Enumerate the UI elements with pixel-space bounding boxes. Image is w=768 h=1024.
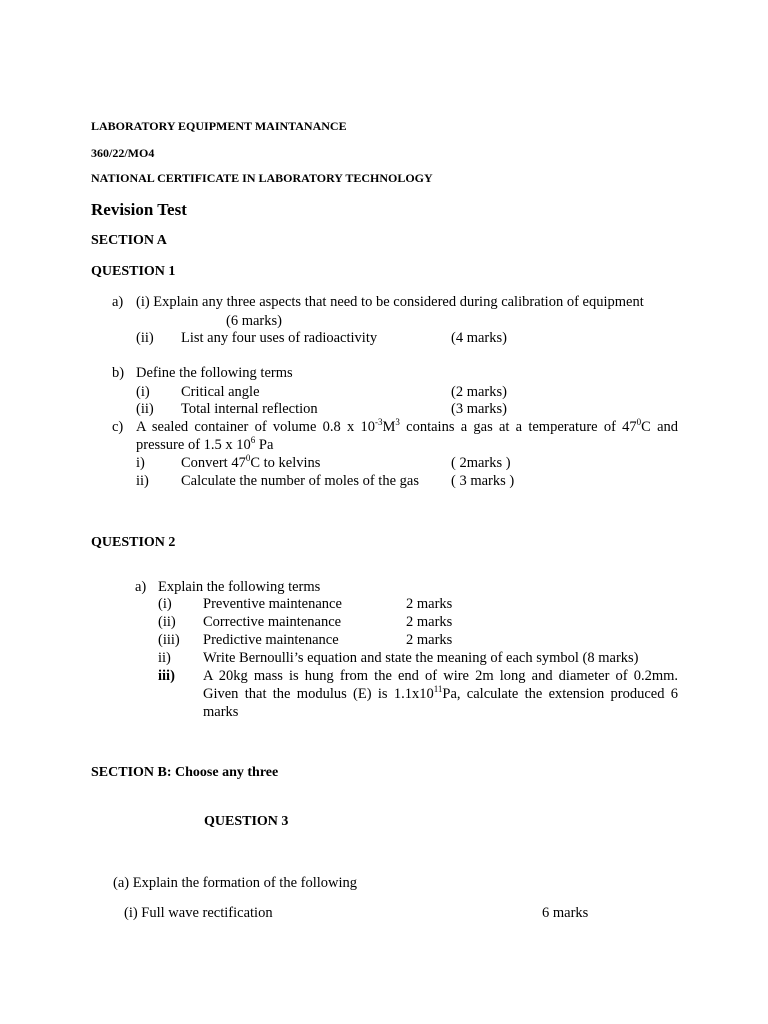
q1-a-ii-text: List any four uses of radioactivity [181,330,378,346]
section-b-heading: SECTION B: Choose any three [91,765,279,780]
q1-b-ii-marks: (3 marks) [451,401,507,417]
q1-b-ii-marker: (ii) [136,401,154,417]
q2-ii-marker: (ii) [158,614,176,630]
course-code: 360/22/MO4 [91,146,155,160]
q2-iii-marks: 2 marks [406,632,453,648]
q1-a-marker: a) [112,294,124,310]
q1-b-text: Define the following terms [136,365,293,381]
q2-b-text: Write Bernoulli’s equation and state the meaning of each symbol (8 marks) [203,650,639,666]
q1-c-i-marker: i) [136,455,145,471]
q2-iii-marker: (iii) [158,632,180,648]
course-name: LABORATORY EQUIPMENT MAINTANANCE [91,119,347,133]
q1-b-ii-text: Total internal reflection [181,401,318,417]
q1-a-ii-marks: (4 marks) [451,330,507,346]
question-1-heading: QUESTION 1 [91,264,176,279]
q3-a-text: (a) Explain the formation of the following [113,875,358,891]
q2-c-marker: iii) [158,668,175,684]
page-title: Revision Test [91,200,187,219]
q1-c-ii-marker: ii) [136,473,149,489]
q2-c-line1: A 20kg mass is hung from the end of wire 2m long and diameter of 0.2mm. [203,668,678,684]
q2-iii-text: Predictive maintenance [203,632,339,648]
q2-b-marker: ii) [158,650,171,666]
q1-c-line1: A sealed container of volume 0.8 x $10^{-3}M^3$ contains a gas at a temperature of $47^0C$ and [136,417,679,435]
question-3-heading: QUESTION 3 [204,814,289,829]
q2-i-marks: 2 marks [406,596,453,612]
q1-b-i-text: Critical angle [181,384,260,400]
q1-c-ii-text: Calculate the number of moles of the gas [181,473,419,489]
q1-c-line2: pressure of 1.5 x $10^6$ Pa [136,435,274,453]
q1-a-i-marks: (6 marks) [226,313,282,329]
q3-i-marks: 6 marks [542,905,589,921]
q2-ii-marks: 2 marks [406,614,453,630]
q2-a-text: Explain the following terms [158,579,321,595]
q3-i-text: (i) Full wave rectification [124,905,273,921]
q1-c-ii-marks: ( 3 marks ) [451,473,515,489]
q2-c-line2: Given that the modulus (E) is $1.1x10^{11}Pa$, calculate the extension produced 6 [203,684,678,702]
q1-c-i-marks: ( 2marks ) [451,455,511,471]
q2-ii-text: Corrective maintenance [203,614,342,630]
q1-a-ii-marker: (ii) [136,330,154,346]
question-2-heading: QUESTION 2 [91,535,176,550]
program-name: NATIONAL CERTIFICATE IN LABORATORY TECHNOLOGY [91,171,433,185]
section-a-heading: SECTION A [91,233,167,248]
q1-c-i-text: Convert $47^0C$ to kelvins [181,453,321,471]
q1-b-i-marks: (2 marks) [451,384,507,400]
q2-a-marker: a) [135,579,147,595]
q1-b-i-marker: (i) [136,384,150,400]
q1-b-marker: b) [112,365,125,381]
q2-i-text: Preventive maintenance [203,596,342,612]
q1-c-marker: c) [112,419,124,435]
q2-c-line3: marks [203,704,239,720]
q2-i-marker: (i) [158,596,172,612]
q1-a-i-text: (i) Explain any three aspects that need to be considered during calibration of equipment [136,294,644,310]
